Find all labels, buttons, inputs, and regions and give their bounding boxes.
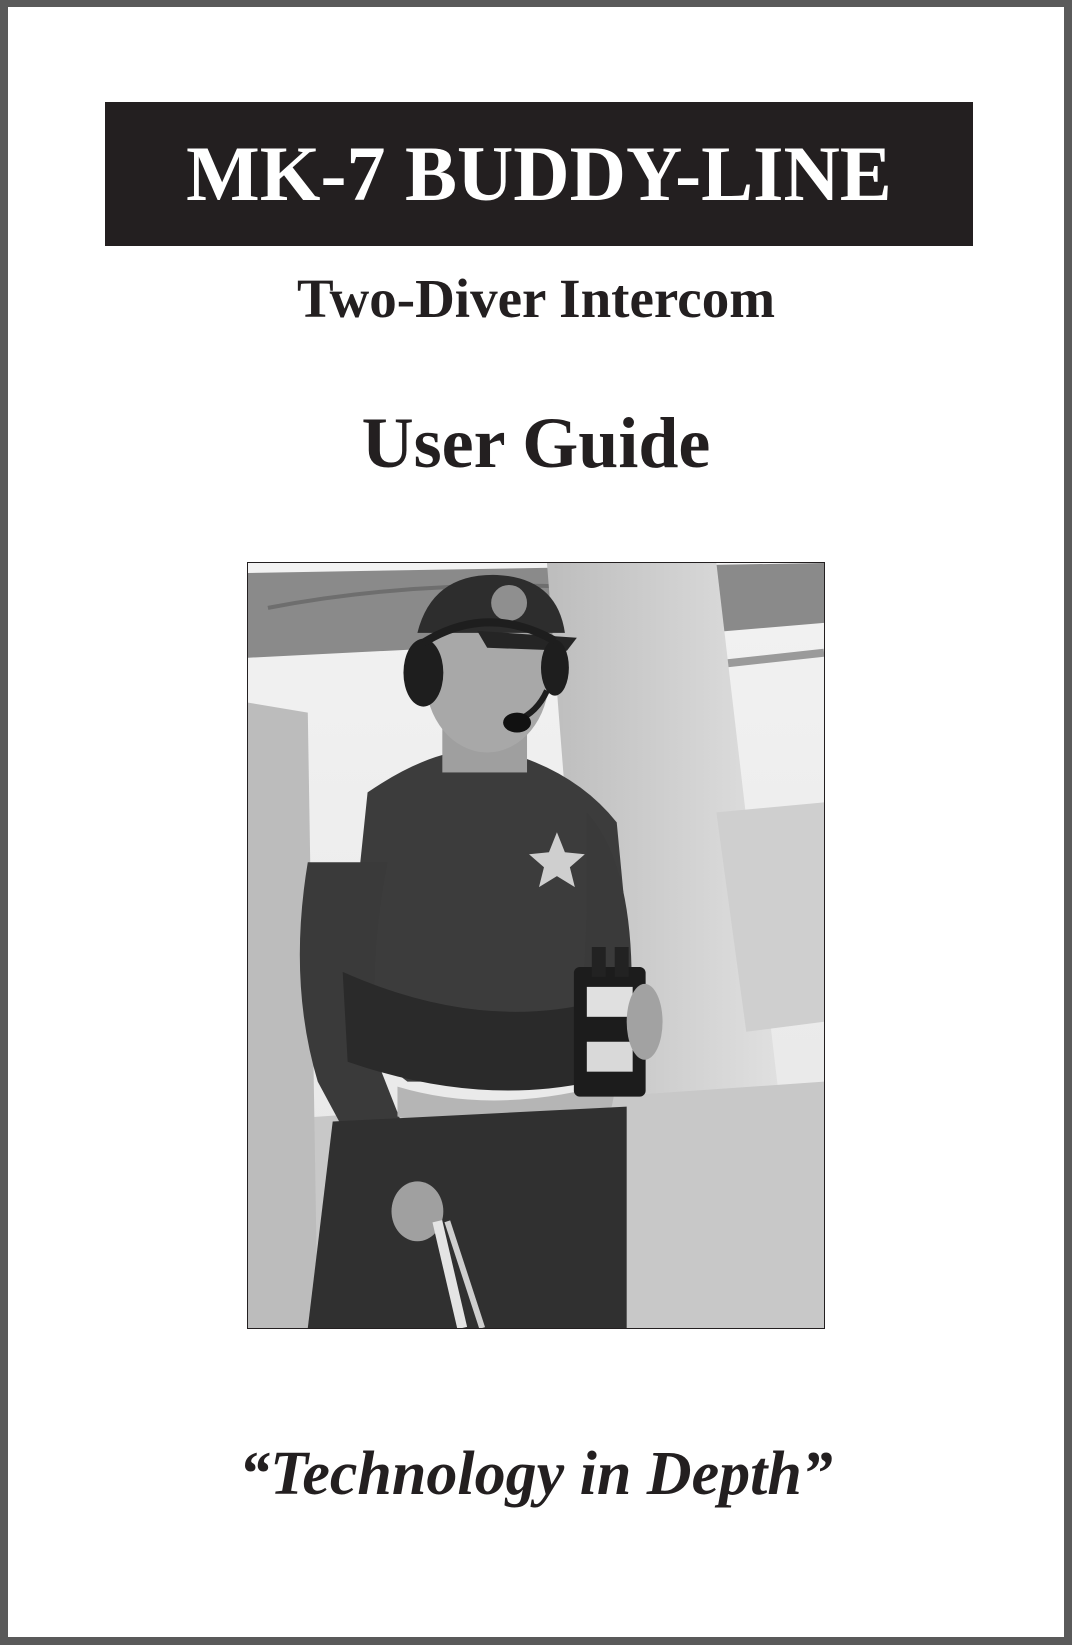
title-banner [105,102,973,246]
document-title: User Guide [361,403,711,483]
product-subtitle: Two-Diver Intercom [296,268,776,329]
product-title: MK-7 BUDDY-LINE [186,130,892,217]
cover-photo [247,562,825,1329]
cover-page [8,7,1064,1637]
diver-with-intercom-photo [248,563,824,1328]
tagline: “Technology in Depth” [239,1440,833,1508]
